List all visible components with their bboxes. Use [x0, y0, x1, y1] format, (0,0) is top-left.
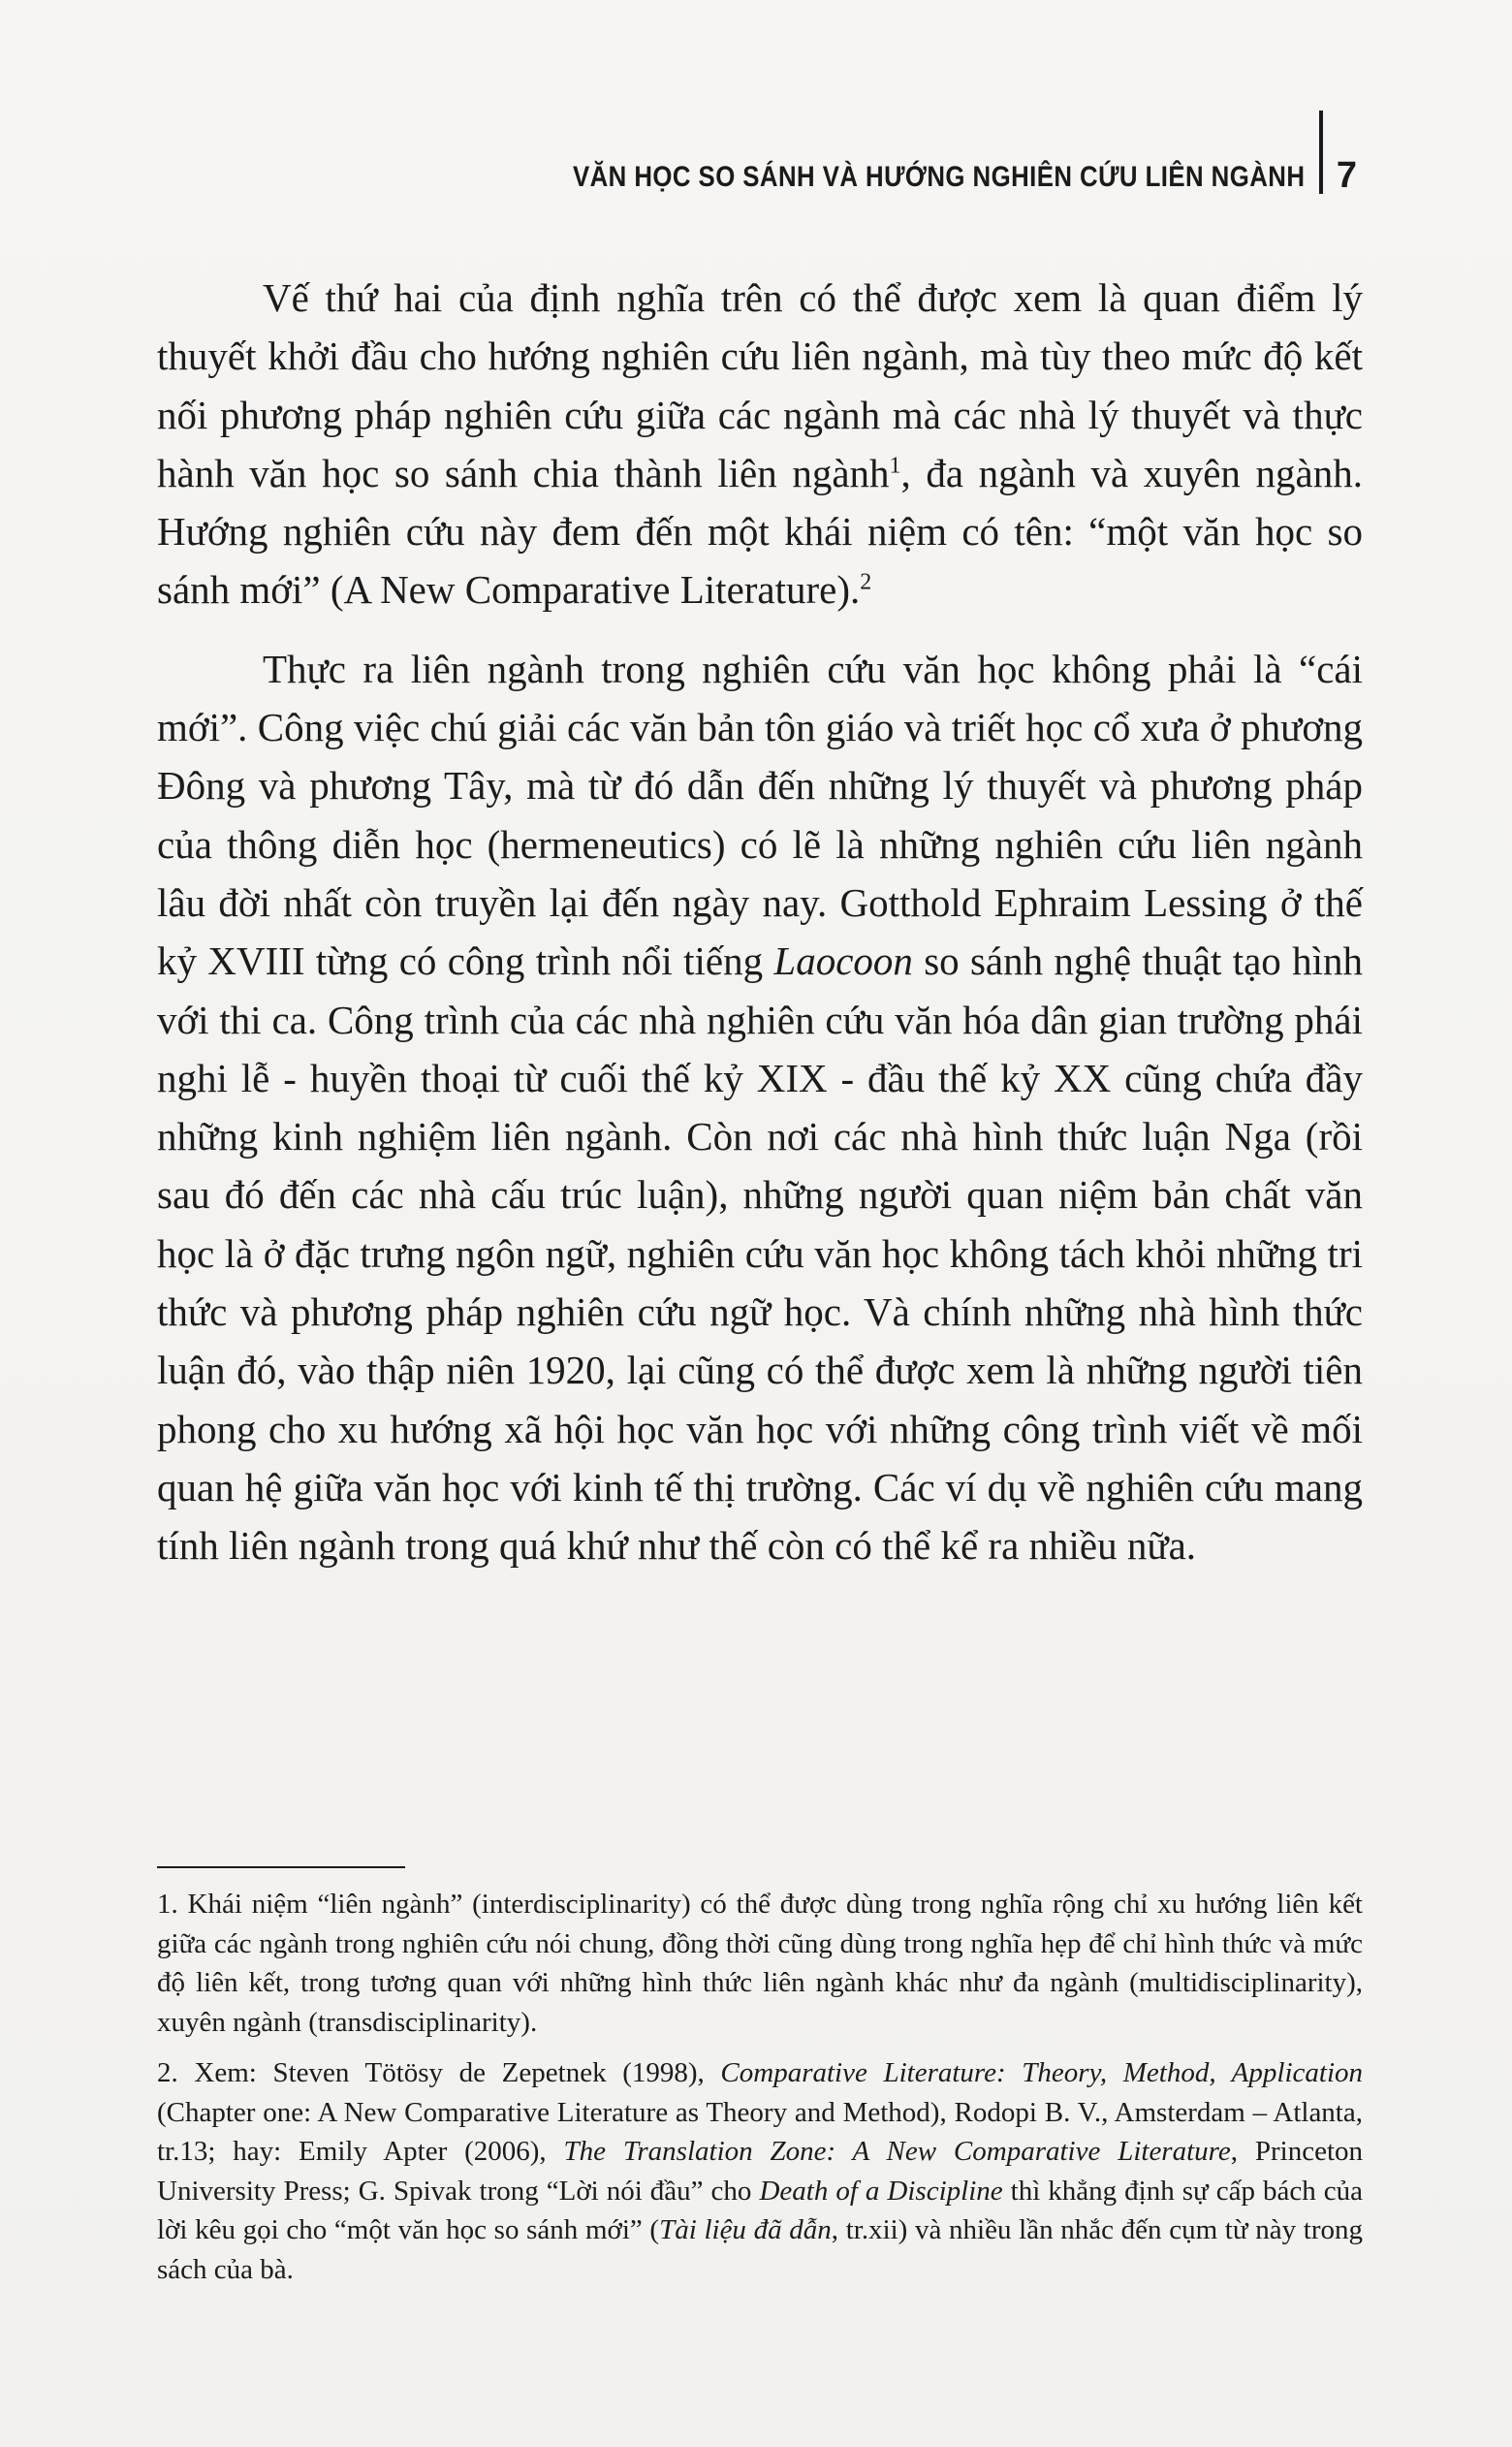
footnote-2 — [157, 2053, 1363, 2289]
header-divider — [1319, 111, 1323, 194]
footnotes — [157, 1885, 1363, 2289]
footnote-2-text-b: (Chapter one: A New Comparative Literature as Theory and Method), Rodopi B. V., Amsterdam – Atlanta, tr.13; hay: Emily Apter (2006), — [157, 2096, 1363, 2167]
body-text — [157, 269, 1363, 1575]
paragraph-2-text-b: so sánh nghệ thuật tạo hình với thi ca. Công trình của các nhà nghiên cứu văn hóa dân gian trường phái nghi lễ - huyền thoại từ cuối thế kỷ XIX - đầu thế kỷ XX cũng chứa đầy những kinh nghiệm liên ngành. Còn nơi các nhà hình thức luận Nga (rồi sau đó đến các nhà cấu trúc luận), những người quan niệm bản chất văn học là ở đặc trưng ngôn ngữ, nghiên cứu văn học không tách khỏi những tri thức và phương pháp nghiên cứu ngữ học. Và chính những nhà hình thức luận đó, vào thập niên 1920, lại cũng có thể được xem là những người tiên phong cho xu hướng xã hội học văn học với những công trình viết về mối quan hệ giữa văn học với kinh tế thị trường. Các ví dụ về nghiên cứu mang tính liên ngành trong quá khứ như thế còn có thể kể ra nhiều nữa. — [157, 938, 1363, 1569]
paragraph-2 — [157, 640, 1363, 1575]
paragraph-1-text-a: Vế thứ hai của định nghĩa trên có thể được xem là quan điểm lý thuyết khởi đầu cho hướng nghiên cứu liên ngành, mà tùy theo mức độ kết nối phương pháp nghiên cứu giữa các ngành mà các nhà lý thuyết và thực hành văn học so sánh chia thành liên ngành — [157, 275, 1363, 495]
footnote-2-title-2: The Translation Zone: A New Comparative Literature — [563, 2136, 1231, 2167]
footnote-1: 1. Khái niệm “liên ngành” (interdisciplinarity) có thể được dùng trong nghĩa rộng chỉ xu hướng liên kết giữa các ngành trong nghiên cứu nói chung, đồng thời cũng dùng trong nghĩa hẹp để chỉ hình thức và mức độ liên kết, trong tương quan với những hình thức liên ngành khác như đa ngành (multidisciplinarity), xuyên ngành (transdisciplinarity). — [157, 1889, 1363, 2038]
running-title: VĂN HỌC SO SÁNH VÀ HƯỚNG NGHIÊN CỨU LIÊN NGÀNH — [573, 161, 1306, 193]
footnote-ref-1: 1 — [889, 453, 901, 479]
footnote-2-title-4: Tài liệu đã dẫn — [659, 2214, 832, 2245]
running-header — [454, 107, 1357, 194]
footnote-2-text-c: , Princeton University Press; G. Spivak trong “Lời nói đầu” cho — [157, 2136, 1363, 2207]
page-number: 7 — [1336, 155, 1357, 196]
footnote-2-text-e: , tr.xii) và nhiều lần nhắc đến cụm từ này trong sách của bà. — [157, 2214, 1363, 2285]
footnote-ref-2: 2 — [860, 569, 872, 595]
paragraph-1-text-b: , đa ngành và xuyên ngành. Hướng nghiên cứu này đem đến một khái niệm có tên: “một văn học so sánh mới” (A New Comparative Literature). — [157, 450, 1363, 613]
footnote-2-text-a: 2. Xem: Steven Tötösy de Zepetnek (1998), — [157, 2057, 721, 2088]
work-title-laocoon: Laocoon — [773, 938, 913, 984]
paragraph-1 — [157, 269, 1363, 620]
footnote-2-title-3: Death of a Discipline — [759, 2175, 1003, 2207]
footnote-divider — [157, 1866, 405, 1868]
paragraph-2-text-a: Thực ra liên ngành trong nghiên cứu văn học không phải là “cái mới”. Công việc chú giải các văn bản tôn giáo và triết học cổ xưa ở phương Đông và phương Tây, mà từ đó dẫn đến những lý thuyết và phương pháp của thông diễn học (hermeneutics) có lẽ là những nghiên cứu liên ngành lâu đời nhất còn truyền lại đến ngày nay. Gotthold Ephraim Lessing ở thế kỷ XVIII từng có công trình nổi tiếng — [157, 646, 1363, 984]
footnote-2-text-d: thì khẳng định sự cấp bách của lời kêu gọi cho “một văn học so sánh mới” ( — [157, 2175, 1363, 2245]
footnote-2-title-1: Comparative Literature: Theory, Method, Application — [720, 2057, 1363, 2088]
